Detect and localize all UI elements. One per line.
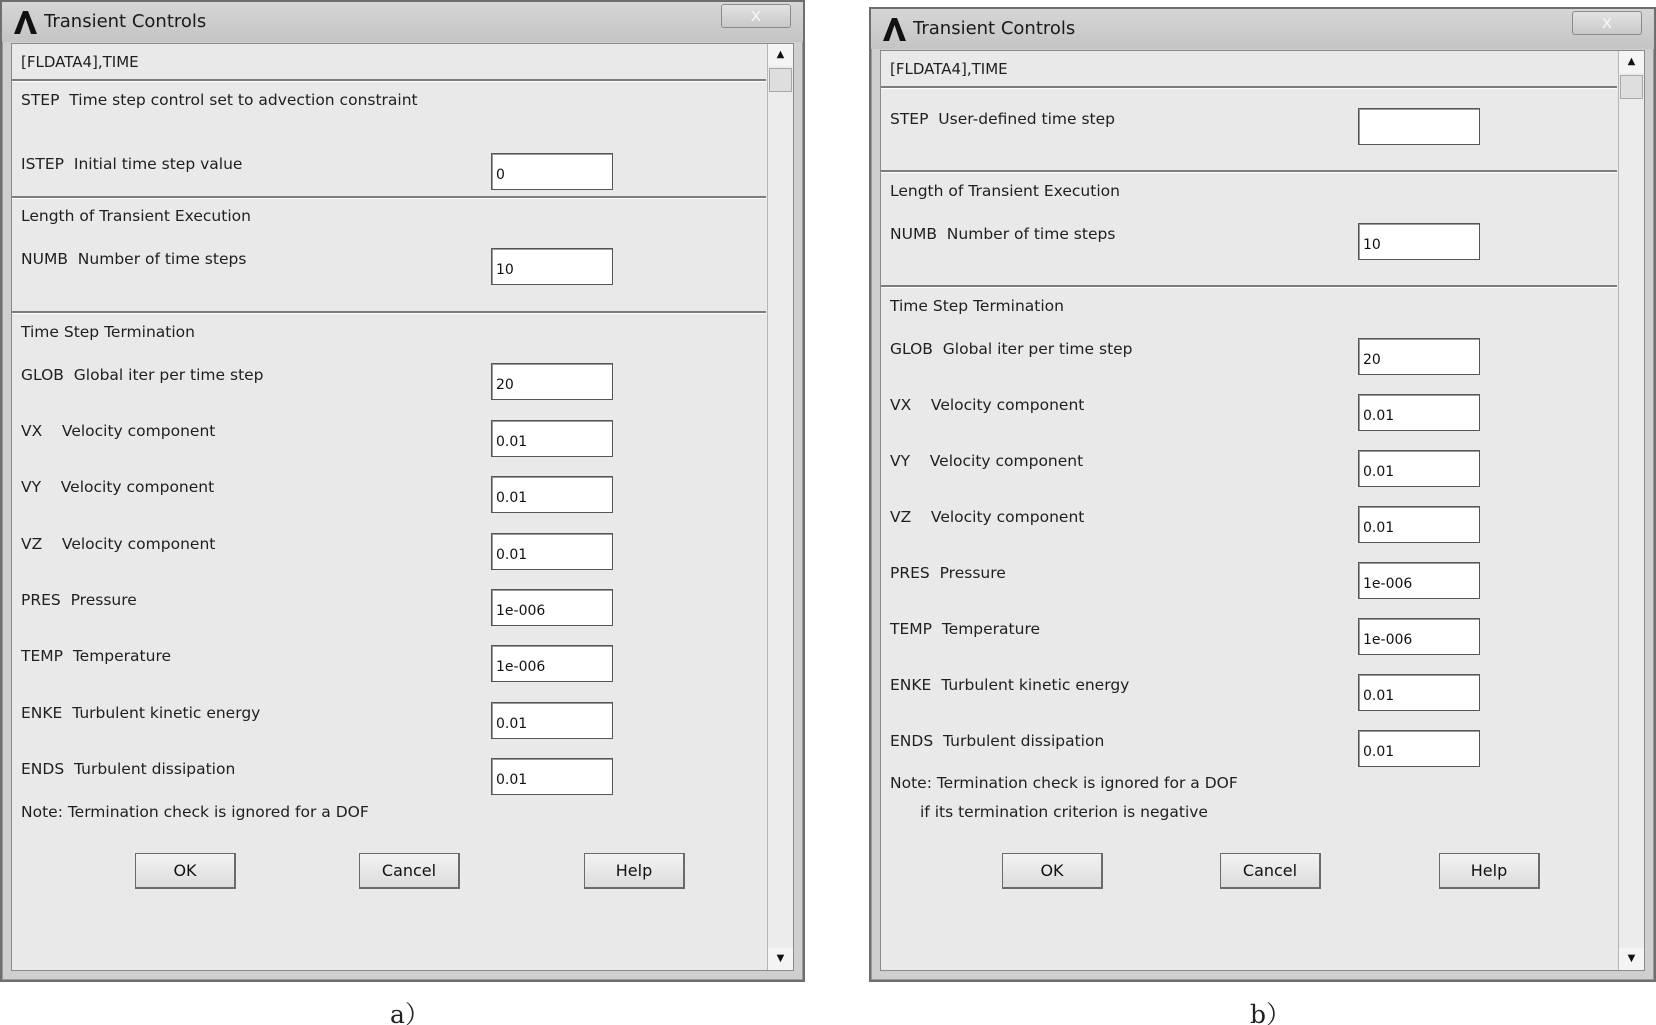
divider — [881, 86, 1617, 89]
caption-b: b） — [1250, 1000, 1292, 1025]
divider — [881, 170, 1617, 173]
title-bar[interactable] — [871, 9, 1654, 49]
termination-note: Note: Termination check is ignored for a DOF — [890, 774, 1238, 792]
cancel-button[interactable]: Cancel — [359, 853, 460, 889]
termination-section-title: Time Step Termination — [890, 297, 1064, 315]
enke-label: ENKE Turbulent kinetic energy — [21, 704, 261, 722]
pres-label: PRES Pressure — [890, 564, 1006, 582]
glob-label: GLOB Global iter per time step — [890, 340, 1133, 358]
termination-section-title: Time Step Termination — [21, 323, 195, 341]
vz-input[interactable] — [1358, 506, 1480, 543]
temp-label: TEMP Temperature — [890, 620, 1041, 638]
temp-input[interactable] — [491, 645, 613, 682]
vx-input[interactable] — [1358, 394, 1480, 431]
scroll-up-arrow-icon[interactable]: ▲ — [768, 44, 793, 66]
caption-a: a） — [390, 1000, 430, 1025]
temp-label: TEMP Temperature — [21, 647, 172, 665]
vertical-scrollbar[interactable] — [1618, 51, 1644, 970]
vz-label: VZ Velocity component — [21, 535, 216, 553]
enke-input[interactable] — [1358, 674, 1480, 711]
vy-input[interactable] — [1358, 450, 1480, 487]
numb-label: NUMB Number of time steps — [890, 225, 1116, 243]
istep-label: ISTEP Initial time step value — [21, 155, 243, 173]
numb-input[interactable] — [1358, 223, 1480, 260]
window-title: Transient Controls — [913, 18, 1076, 39]
help-button[interactable]: Help — [584, 853, 685, 889]
numb-input[interactable] — [491, 248, 613, 285]
cancel-button[interactable]: Cancel — [1220, 853, 1321, 889]
temp-input[interactable] — [1358, 618, 1480, 655]
enke-label: ENKE Turbulent kinetic energy — [890, 676, 1130, 694]
help-button[interactable]: Help — [1439, 853, 1540, 889]
command-label: [FLDATA4],TIME — [890, 60, 1008, 78]
dialog-body — [11, 43, 794, 971]
command-label: [FLDATA4],TIME — [21, 53, 139, 71]
pres-input[interactable] — [1358, 562, 1480, 599]
pres-input[interactable] — [491, 589, 613, 626]
ends-label: ENDS Turbulent dissipation — [890, 732, 1105, 750]
divider — [12, 196, 766, 199]
glob-input[interactable] — [1358, 338, 1480, 375]
close-button[interactable]: x — [721, 4, 791, 28]
transient-controls-dialog-b — [869, 7, 1656, 982]
ends-input[interactable] — [491, 758, 613, 795]
step-label: STEP User-defined time step — [890, 110, 1115, 128]
vx-label: VX Velocity component — [890, 396, 1085, 414]
dialog-body — [880, 50, 1645, 971]
step-input[interactable] — [1358, 108, 1480, 145]
vertical-scrollbar[interactable] — [767, 44, 793, 970]
pres-label: PRES Pressure — [21, 591, 137, 609]
window-title: Transient Controls — [44, 11, 207, 32]
divider — [881, 285, 1617, 288]
ends-label: ENDS Turbulent dissipation — [21, 760, 236, 778]
divider — [12, 311, 766, 314]
step-label: STEP Time step control set to advection constraint — [21, 91, 418, 109]
istep-input[interactable] — [491, 153, 613, 190]
length-section-title: Length of Transient Execution — [21, 207, 251, 225]
ansys-logo-icon — [881, 16, 907, 42]
divider — [12, 79, 766, 82]
form-pane — [12, 44, 766, 970]
length-section-title: Length of Transient Execution — [890, 182, 1120, 200]
ok-button[interactable]: OK — [135, 853, 236, 889]
vz-label: VZ Velocity component — [890, 508, 1085, 526]
vy-label: VY Velocity component — [890, 452, 1084, 470]
vy-label: VY Velocity component — [21, 478, 215, 496]
scroll-up-arrow-icon[interactable]: ▲ — [1619, 51, 1644, 73]
transient-controls-dialog-a — [0, 0, 805, 982]
title-bar[interactable] — [2, 2, 803, 42]
termination-note-continued: if its termination criterion is negative — [920, 803, 1208, 821]
ansys-logo-icon — [12, 9, 38, 35]
glob-input[interactable] — [491, 363, 613, 400]
termination-note: Note: Termination check is ignored for a DOF — [21, 803, 369, 821]
vx-label: VX Velocity component — [21, 422, 216, 440]
vy-input[interactable] — [491, 476, 613, 513]
ok-button[interactable]: OK — [1002, 853, 1103, 889]
enke-input[interactable] — [491, 702, 613, 739]
scroll-thumb[interactable] — [769, 68, 792, 92]
scroll-down-arrow-icon[interactable]: ▼ — [1619, 948, 1644, 970]
scroll-thumb[interactable] — [1620, 75, 1643, 99]
scroll-down-arrow-icon[interactable]: ▼ — [768, 948, 793, 970]
glob-label: GLOB Global iter per time step — [21, 366, 264, 384]
numb-label: NUMB Number of time steps — [21, 250, 247, 268]
vx-input[interactable] — [491, 420, 613, 457]
ends-input[interactable] — [1358, 730, 1480, 767]
form-pane — [881, 51, 1617, 970]
vz-input[interactable] — [491, 533, 613, 570]
close-button[interactable]: x — [1572, 11, 1642, 35]
